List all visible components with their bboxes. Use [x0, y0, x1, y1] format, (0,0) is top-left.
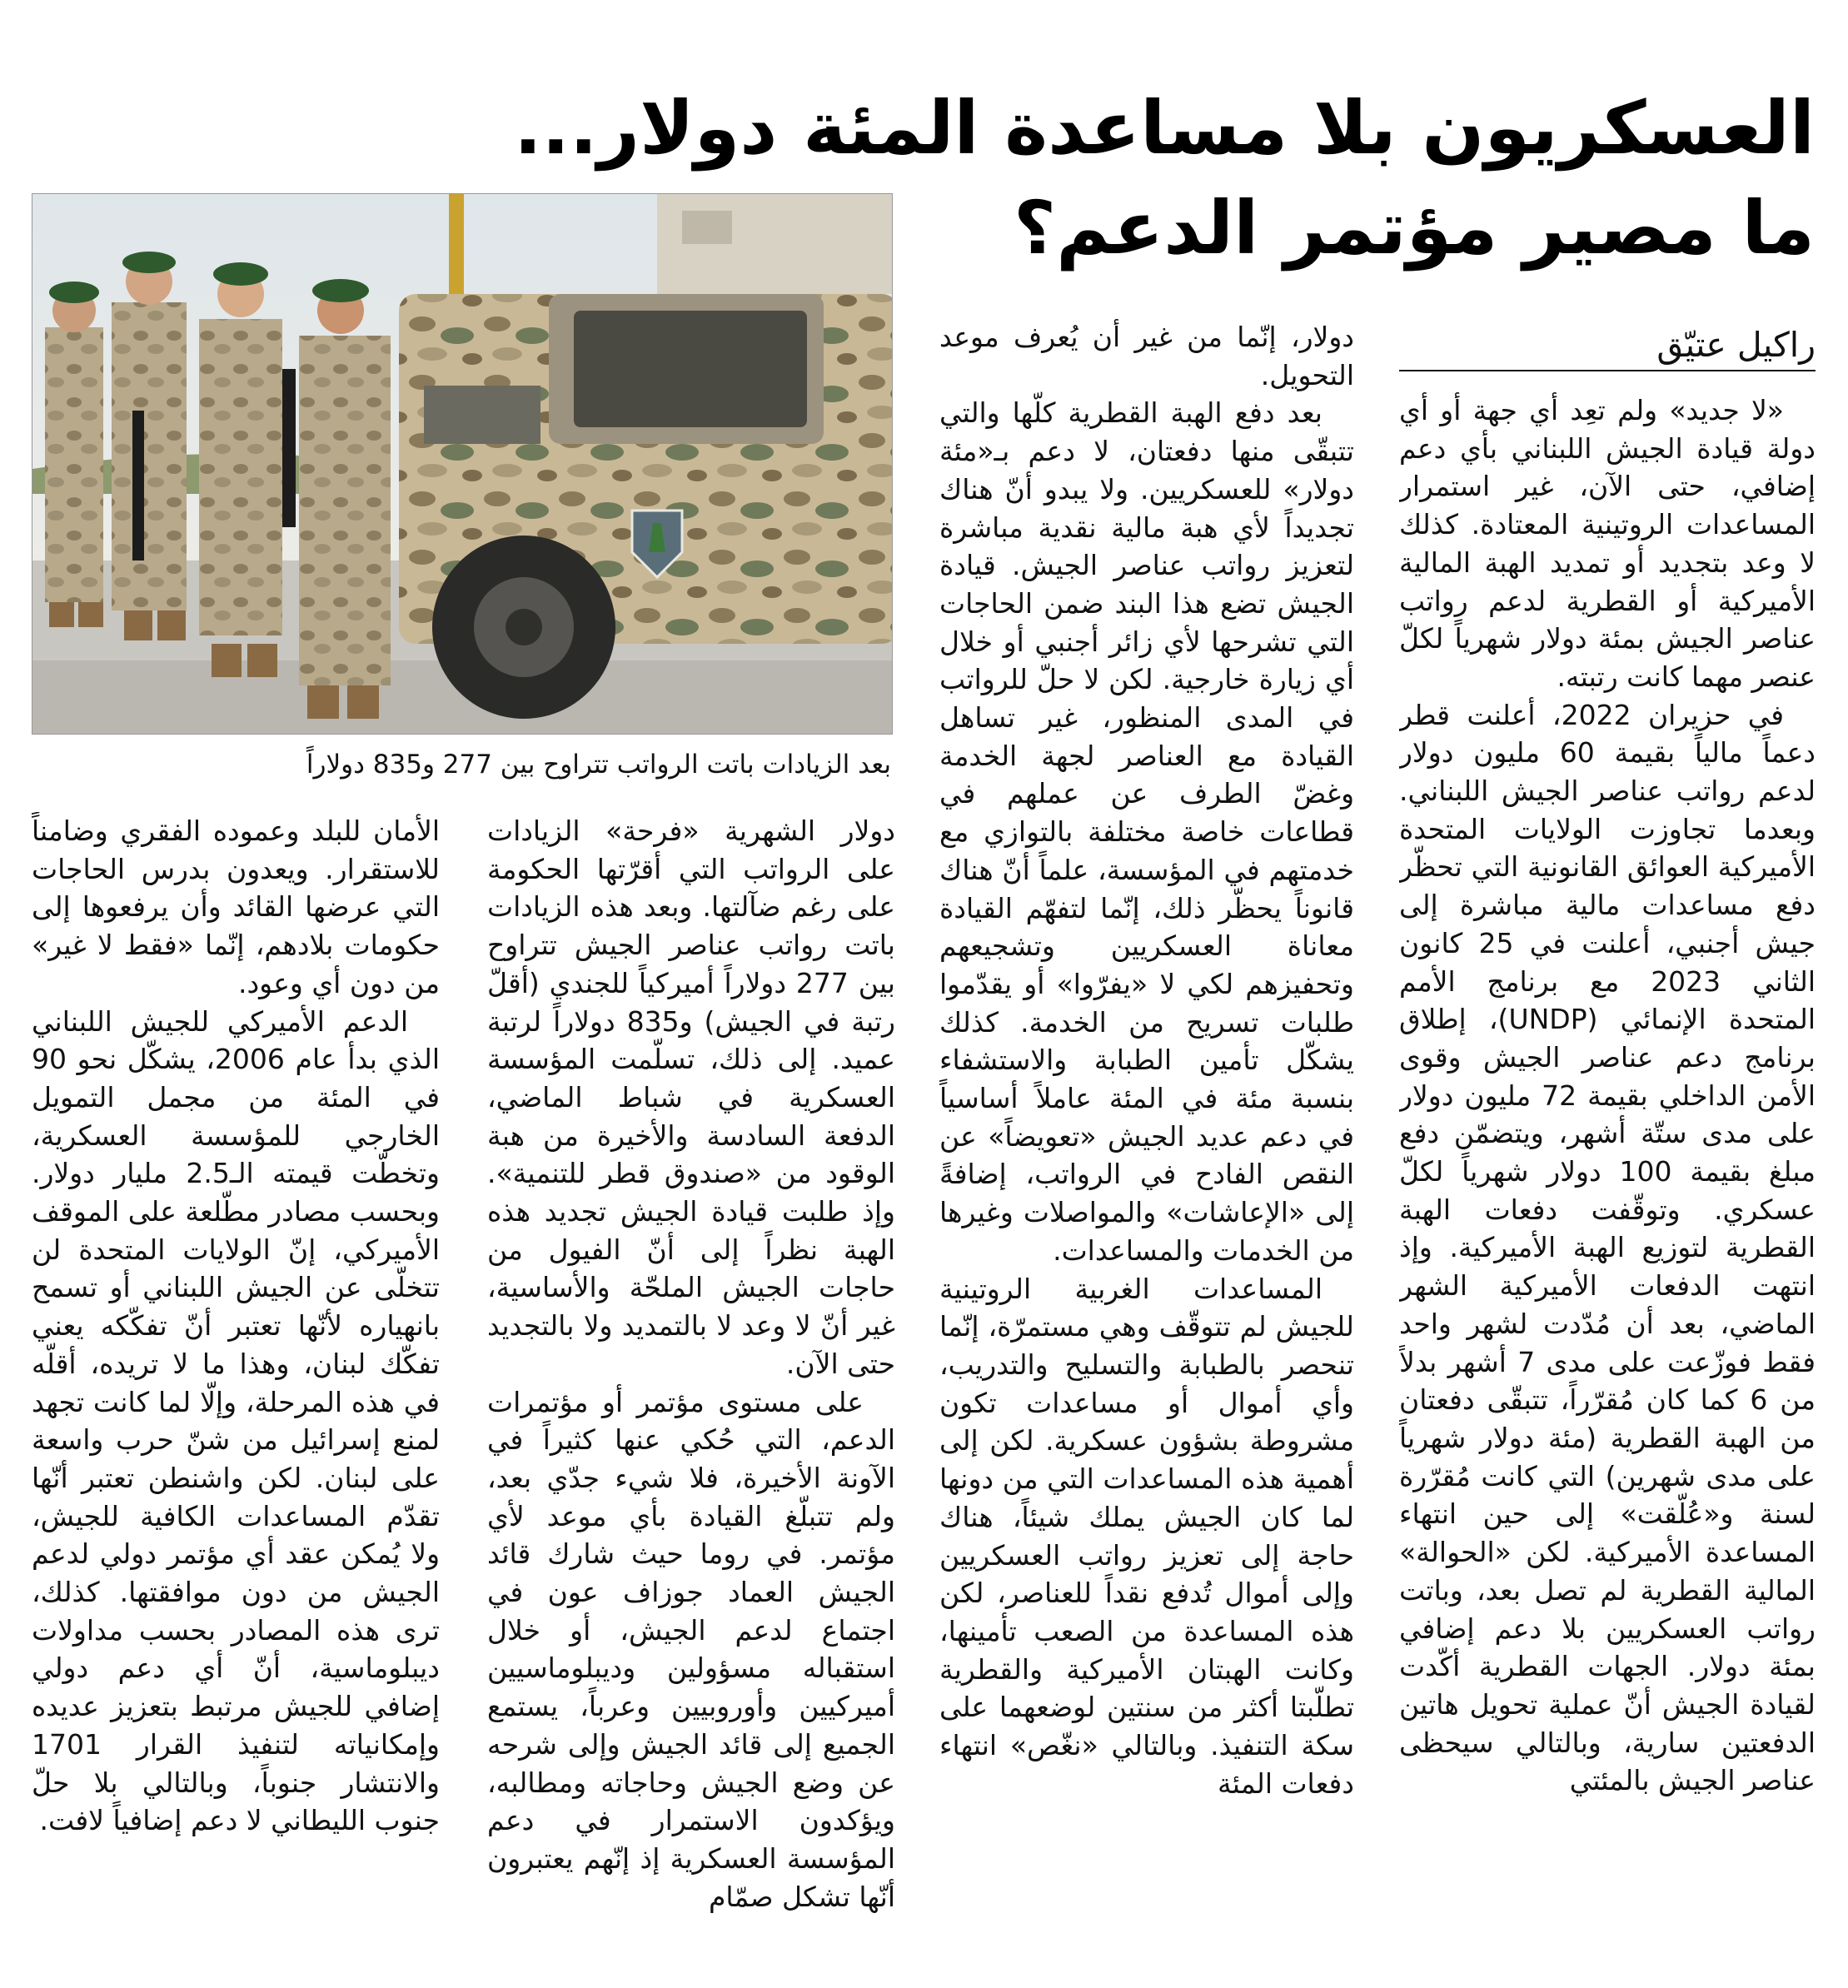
headline-line-2: ما مصير مؤتمر الدعم؟: [1014, 185, 1815, 271]
paragraph: المساعدات الغربية الروتينية للجيش لم تتوقّف وهي مستمرّة، إنّما تنحصر بالطبابة والتسليح والتدريب، وأي أموال أو مساعدات تكون مشروطة بشؤون عسكرية. لكن إلى أهمية هذه المساعدات التي من دونها لما كان الجيش يملك شيئاً، هناك حاجة إلى تعزيز رواتب العسكريين وإلى أموال تُدفع نقداً للعناصر، لكن هذه المساعدة من الصعب تأمينها، وكانت الهبتان الأميركية والقطرية تطلّبتا أكثر من سنتين لوضعهما على سكة التنفيذ. وبالتالي «نغّص» انتهاء دفعات المئة: [939, 1272, 1354, 1800]
paragraph: على مستوى مؤتمر أو مؤتمرات الدعم، التي حُكي عنها كثيراً في الآونة الأخيرة، فلا شيء جدّي بعد، ولم تتبلّغ القيادة بأي موعد لأي مؤتمر. في روما حيث شارك قائد الجيش العماد جوزاف عون في اجتماع لدعم الجيش، أو خلال استقباله مسؤولين وديبلوماسيين أميركيين وأوروبيين وعرباً، يستمع الجميع إلى قائد الجيش وإلى شرحه عن وضع الجيش وحاجاته ومطالبه، ويؤكدون الاستمرار في دعم المؤسسة العسكرية إذ إنّهم يعتبرون أنّها تشكل صمّام: [487, 1385, 895, 1913]
paragraph: الأمان للبلد وعموده الفقري وضامناً للاستقرار. ويعدون بدرس الحاجات التي عرضها القائد وأن يرفعوها إلى حكومات بلادهم، إنّما «فقط لا غير» من دون أي وعود.: [32, 815, 440, 999]
article-column-1: [1399, 391, 1816, 1970]
paragraph: بعد دفع الهبة القطرية كلّها والتي تتبقّى منها دفعتان، لا دعم بـ«مئة دولار» للعسكريين. ولا يبدو أنّ هناك تجديداً لأي هبة مالية نقدية مباشرة لتعزيز رواتب عناصر الجيش. قيادة الجيش تضع هذا البند ضمن الحاجات التي تشرحها لأي زائر أجنبي أو خلال أي زيارة خارجية. لكن لا حلّ للرواتب في المدى المنظور، غير تساهل القيادة مع العناصر لجهة الخدمة وغضّ الطرف عن عملهم في قطاعات خاصة مختلفة بالتوازي مع خدمتهم في المؤسسة، علماً أنّ هناك قانوناً يحظّر ذلك، إنّما لتفهّم القيادة معاناة العسكريين وتشجيعهم وتحفيزهم لكي لا «يفرّوا» أو يقدّموا طلبات تسريح من الخدمة. كذلك يشكّل تأمين الطبابة والاستشفاء بنسبة مئة في المئة عاملاً أساسياً في دعم عديد الجيش «تعويضاً» عن النقص الفادح في الرواتب، إضافةً إلى «الإعاشات» والمواصلات وغيرها من الخدمات والمساعدات.: [939, 396, 1354, 1267]
article-column-3: [487, 812, 895, 1970]
byline-box: [1399, 323, 1816, 371]
article-column-4: [32, 812, 440, 1970]
paragraph: «لا جديد» ولم تعِد أي جهة أو أي دولة قيادة الجيش اللبناني بأي دعم إضافي، حتى الآن، غير استمرار المساعدات الروتينية المعتادة. كذلك لا وعد بتجديد أو تمديد الهبة المالية الأميركية أو القطرية لدعم رواتب عناصر الجيش بمئة دولار شهرياً لكلّ عنصر مهما كانت رتبته.: [1399, 394, 1816, 693]
soldiers-and-humvee-photo: [32, 194, 892, 734]
paragraph: دولار الشهرية «فرحة» الزيادات على الرواتب التي أقرّتها الحكومة على رغم ضآلتها. وبعد هذه الزيادات باتت رواتب عناصر الجيش تتراوح بين 277 دولاراً أميركياً للجندي (أقلّ رتبة في الجيش) و835 دولاراً لرتبة عميد. إلى ذلك، تسلّمت المؤسسة العسكرية في شباط الماضي، الدفعة السادسة والأخيرة من هبة الوقود من «صندوق قطر للتنمية». وإذ طلبت قيادة الجيش تجديد هذه الهبة نظراً إلى أنّ الفيول من حاجات الجيش الملحّة والأساسية، غير أنّ لا وعد لا بالتمديد ولا بالتجديد حتى الآن.: [487, 815, 895, 1380]
paragraph: في حزيران 2022، أعلنت قطر دعماً مالياً بقيمة 60 مليون دولار لدعم رواتب عناصر الجيش اللبناني. وبعدما تجاوزت الولايات المتحدة الأميركية العوائق القانونية التي تحظّر دفع مساعدات مالية مباشرة إلى جيش أجنبي، أعلنت في 25 كانون الثاني 2023 مع برنامج الأمم المتحدة الإنمائي (UNDP)، إطلاق برنامج دعم عناصر الجيش وقوى الأمن الداخلي بقيمة 72 مليون دولار على مدى ستّة أشهر، ويتضمّن دفع مبلغ بقيمة 100 دولار شهرياً لكلّ عسكري. وتوقّفت دفعات الهبة القطرية لتوزيع الهبة الأميركية. وإذ انتهت الدفعات الأميركية الشهر الماضي، بعد أن مُدّدت لشهر واحد فقط فوزّعت على مدى 7 أشهر بدلاً من 6 كما كان مُقرّراً، تتبقّى دفعتان من الهبة القطرية (مئة دولار شهرياً على مدى شهرين) التي كانت مُقرّرة لسنة و«عُلّقت» إلى حين انتهاء المساعدة الأميركية. لكن «الحوالة» المالية القطرية لم تصل بعد، وباتت رواتب العسكريين بلا دعم إضافي بمئة دولار. الجهات القطرية أكّدت لقيادة الجيش أنّ عملية تحويل هاتين الدفعتين سارية، وبالتالي سيحظى عناصر الجيش بالمئتي: [1399, 698, 1816, 1797]
photo-caption: بعد الزيادات باتت الرواتب تتراوح بين 277 و835 دولاراً: [306, 750, 891, 780]
article-column-2: [939, 318, 1354, 1970]
paragraph: الدعم الأميركي للجيش اللبناني الذي بدأ عام 2006، يشكّل نحو 90 في المئة من مجمل التمويل الخارجي للمؤسسة العسكرية، وتخطّت قيمته الـ2.5 مليار دولار. وبحسب مصادر مطّلعة على الموقف الأميركي، إنّ الولايات المتحدة لن تتخلّى عن الجيش اللبناني أو تسمح بانهياره لأنّها تعتبر أنّ تفكّكه يعني تفكّك لبنان، وهذا ما لا تريده، أقلّه في هذه المرحلة، وإلّا لما كانت تجهد لمنع إسرائيل من شنّ حرب واسعة على لبنان. لكن واشنطن تعتبر أنّها تقدّم المساعدات الكافية للجيش، ولا يُمكن عقد أي مؤتمر دولي لدعم الجيش من دون موافقتها. كذلك، ترى هذه المصادر بحسب مداولات ديبلوماسية، أنّ أي دعم دولي إضافي للجيش مرتبط بتعزيز عديده وإمكانياته لتنفيذ القرار 1701 والانتشار جنوباً، وبالتالي بلا حلّ جنوب الليطاني لا دعم إضافياً لافت.: [32, 1004, 440, 1837]
article-photo: [32, 193, 893, 735]
byline: راكيل عتيّق: [1656, 325, 1816, 365]
headline-line-1: العسكريون بلا مساعدة المئة دولار...: [514, 85, 1815, 171]
paragraph: دولار، إنّما من غير أن يُعرف موعد التحويل.: [939, 321, 1354, 391]
